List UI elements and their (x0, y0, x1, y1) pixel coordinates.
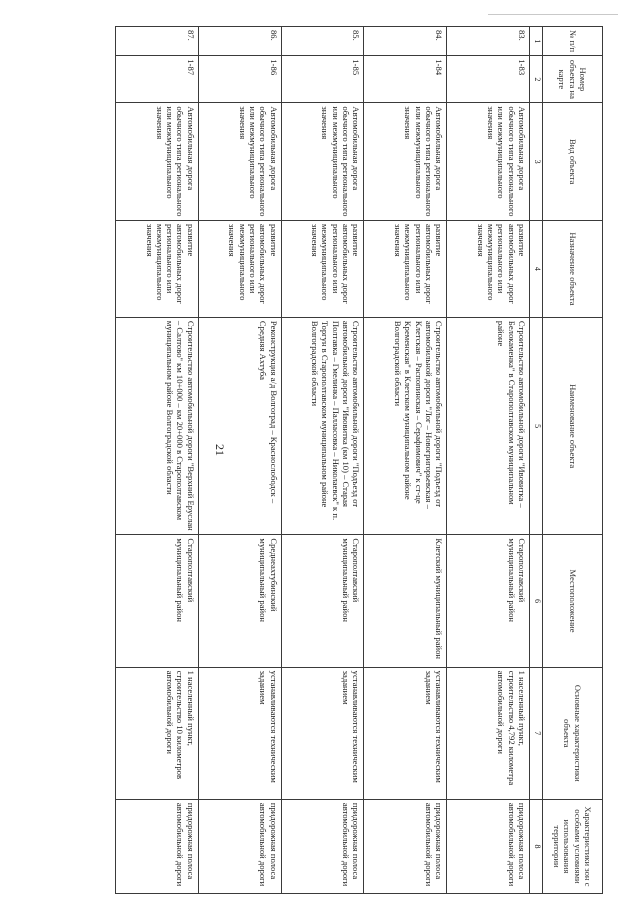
table-row (116, 27, 199, 894)
table-row (198, 27, 281, 894)
object-zones: придорожная полоса автомобильной дороги (447, 799, 530, 893)
object-zones: придорожная полоса автомобильной дороги (116, 799, 199, 893)
object-name: Строительство автомобильной дороги "Подъезд от автомобильной дороги "Лог – Новогригорьевская – Клетская – Распопинская – Серафимович" к ст-це Кременская" в Клетском муниципальном районе Волгоградской области (364, 317, 447, 534)
object-name: Реконструкция а/д Волгоград – Краснослободск – Средняя Ахтуба (198, 317, 281, 534)
header-cell-number: № п/п (543, 27, 603, 56)
object-name: Строительство автомобильной дороги "Верхний Еруслан – Салтово" км 10+000 – км 20+000 в Старополтавском муниципальном районе Волгоградской области (116, 317, 199, 534)
object-type: Автомобильная дорога обычного типа регионального или межмуниципального значения (364, 103, 447, 221)
header-cell-characteristics: Основные характеристики объекта (543, 667, 603, 799)
object-location: Клетский муниципальный район (364, 535, 447, 667)
header-cell-purpose: Назначение объекта (543, 220, 603, 317)
table-row (281, 27, 364, 894)
column-number: 3 (530, 103, 543, 221)
object-type: Автомобильная дорога обычного типа регионального или межмуниципального значения (116, 103, 199, 221)
column-number-row (530, 27, 543, 894)
object-type: Автомобильная дорога обычного типа регионального или межмуниципального значения (281, 103, 364, 221)
table-row (447, 27, 530, 894)
page-number: 21 (213, 444, 227, 456)
map-number: 1-84 (364, 56, 447, 103)
table-row (364, 27, 447, 894)
object-location: Старополтавский муниципальный район (281, 535, 364, 667)
object-characteristics: устанавливаются техническим заданием (364, 667, 447, 799)
map-number: 1-83 (447, 56, 530, 103)
column-number: 1 (530, 27, 543, 56)
row-number: 85. (281, 27, 364, 56)
object-zones: придорожная полоса автомобильной дороги (281, 799, 364, 893)
object-characteristics: устанавливаются техническим заданием (198, 667, 281, 799)
row-number: 84. (364, 27, 447, 56)
map-number: 1-87 (116, 56, 199, 103)
object-name: Строительство автомобильной дороги "Ивовитка – Белокаменка" в Старополтавском муниципальном районе (447, 317, 530, 534)
object-purpose: развитие автомобильных дорог регионального или межмуниципального значения (364, 220, 447, 317)
object-purpose: развитие автомобильных дорог регионального или межмуниципального значения (198, 220, 281, 317)
rotated-table-container (115, 26, 603, 894)
object-type: Автомобильная дорога обычного типа регионального или межмуниципального значения (198, 103, 281, 221)
header-cell-type: Вид объекта (543, 103, 603, 221)
column-number: 7 (530, 667, 543, 799)
object-location: Старополтавский муниципальный район (116, 535, 199, 667)
row-number: 87. (116, 27, 199, 56)
header-cell-map-number: Номер объекта на карте (543, 56, 603, 103)
row-number: 83. (447, 27, 530, 56)
column-number: 8 (530, 799, 543, 893)
column-number: 4 (530, 220, 543, 317)
object-purpose: развитие автомобильных дорог регионального или межмуниципального значения (116, 220, 199, 317)
object-characteristics: 1 населенный пункт, строительство 4,792 километра автомобильной дороги (447, 667, 530, 799)
objects-table (115, 26, 603, 894)
header-cell-name: Наименование объекта (543, 317, 603, 534)
row-number: 86. (198, 27, 281, 56)
object-characteristics: 1 населенный пункт, строительство 10 километров автомобильной дороги (116, 667, 199, 799)
object-zones: придорожная полоса автомобильной дороги (364, 799, 447, 893)
object-location: Среднеахтубинский муниципальный район (198, 535, 281, 667)
object-location: Старополтавский муниципальный район (447, 535, 530, 667)
object-characteristics: устанавливаются техническим заданием (281, 667, 364, 799)
column-number: 2 (530, 56, 543, 103)
object-purpose: развитие автомобильных дорог регионального или межмуниципального значения (447, 220, 530, 317)
column-number: 6 (530, 535, 543, 667)
scan-edge-line (488, 14, 618, 15)
object-type: Автомобильная дорога обычного типа регионального или межмуниципального значения (447, 103, 530, 221)
object-zones: придорожная полоса автомобильной дороги (198, 799, 281, 893)
column-number: 5 (530, 317, 543, 534)
map-number: 1-85 (281, 56, 364, 103)
map-number: 1-86 (198, 56, 281, 103)
object-purpose: развитие автомобильных дорог регионального или межмуниципального значения (281, 220, 364, 317)
header-row (543, 27, 603, 894)
header-cell-location: Местоположение (543, 535, 603, 667)
header-cell-zones: Характеристики зон с особыми условиями использования территории (543, 799, 603, 893)
object-name: Строительство автомобильной дороги "Подъезд от автомобильной дороги "Ивовитка (км 10) – Старая Полтавка – Гмелинка – Палласовка – Николаевск" к п. Торгун в Старополтавском муниципальном районе Волгоградской области (281, 317, 364, 534)
